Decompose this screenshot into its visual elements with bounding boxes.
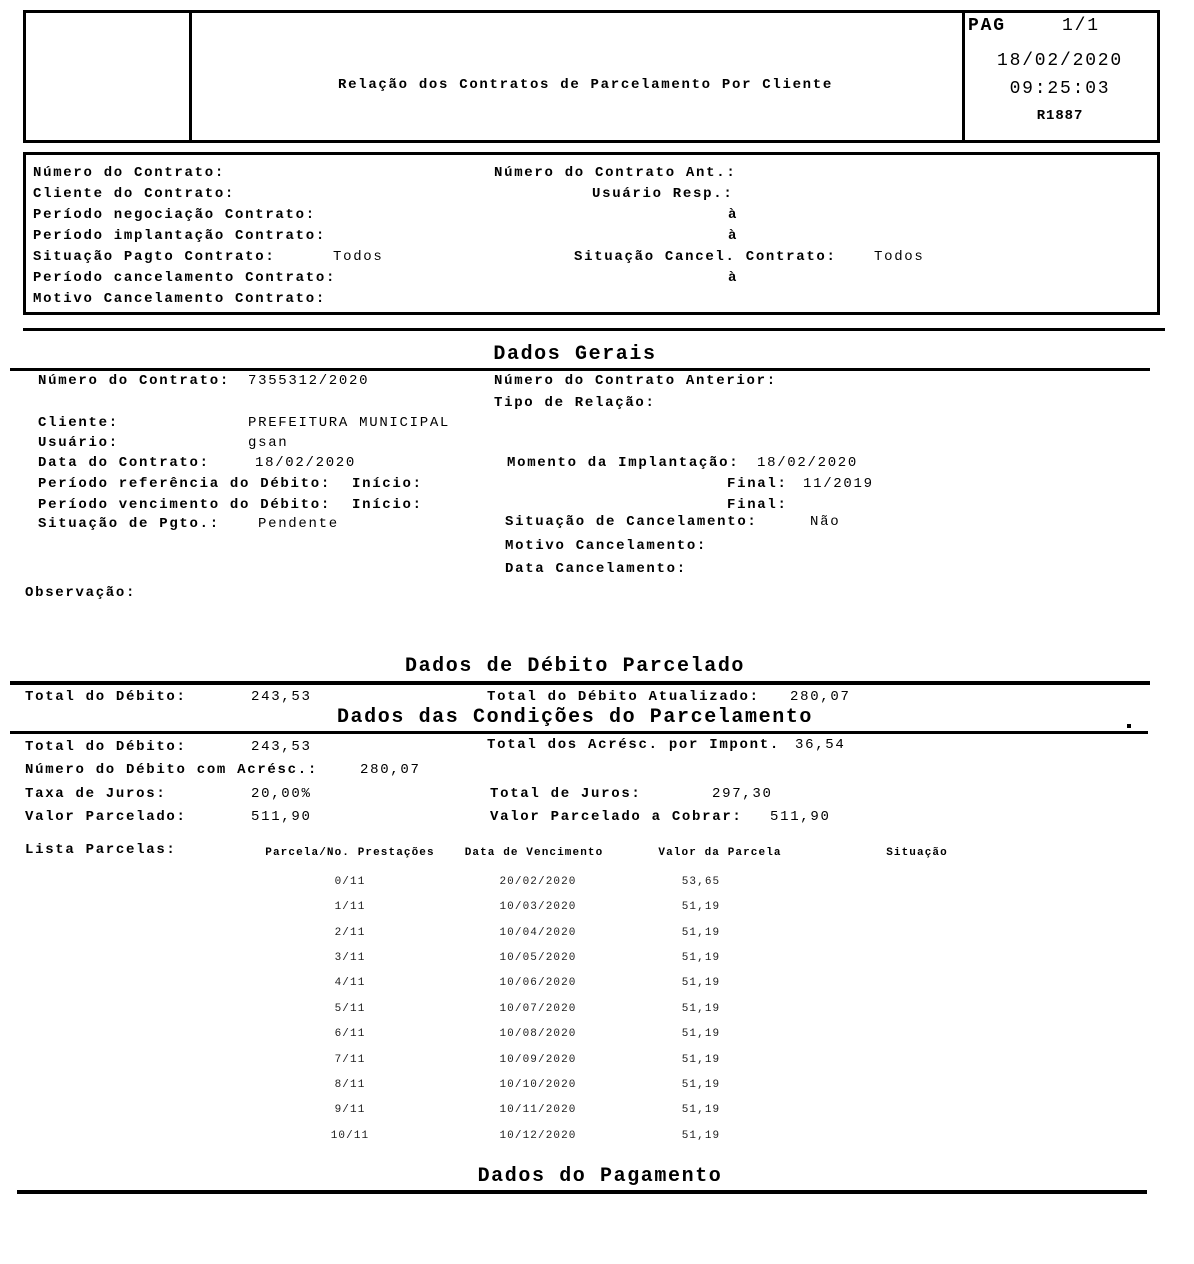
- situacao-pgto-label: Situação de Pgto.:: [38, 516, 220, 532]
- usuario-value: gsan: [248, 435, 289, 451]
- stray-mark: [1127, 724, 1131, 728]
- col-header-valor: Valor da Parcela: [658, 847, 782, 859]
- filter-motivo-cancelamento-label: Motivo Cancelamento Contrato:: [33, 291, 326, 307]
- filter-situacao-cancel-value: Todos: [874, 249, 925, 265]
- data-contrato-label: Data do Contrato:: [38, 455, 210, 471]
- periodo-referencia-label: Período referência do Débito:: [38, 476, 331, 492]
- cliente-value: PREFEITURA MUNICIPAL: [248, 415, 451, 431]
- numero-contrato-label: Número do Contrato:: [38, 373, 230, 389]
- filter-situacao-pagto-value: Todos: [333, 249, 384, 265]
- valor-cell: 53,65: [681, 876, 721, 888]
- report-code: R1887: [1036, 108, 1084, 124]
- vencimento-cell: 20/02/2020: [499, 876, 577, 888]
- col-header-situacao: Situação: [886, 847, 948, 859]
- momento-implantacao-label: Momento da Implantação:: [507, 455, 740, 471]
- filter-cliente-contrato-label: Cliente do Contrato:: [33, 186, 236, 202]
- parcela-cell: 0/11: [334, 876, 366, 888]
- momento-implantacao-value: 18/02/2020: [757, 455, 859, 471]
- valor-cell: 51,19: [681, 1028, 721, 1040]
- report-title: Relação dos Contratos de Parcelamento Por Cliente: [338, 77, 833, 93]
- numero-contrato-anterior-label: Número do Contrato Anterior:: [494, 373, 777, 389]
- vencimento-cell: 10/10/2020: [499, 1079, 577, 1091]
- filter-situacao-pagto-label: Situação Pagto Contrato:: [33, 249, 276, 265]
- valor-parcelado-cobrar-label: Valor Parcelado a Cobrar:: [490, 809, 743, 825]
- condicoes-title: Dados das Condições do Parcelamento: [336, 706, 814, 729]
- header-divider-left: [189, 10, 192, 143]
- vencimento-cell: 10/07/2020: [499, 1003, 577, 1015]
- valor-parcelado-label: Valor Parcelado:: [25, 809, 187, 825]
- filter-periodo-implantacao-label: Período implantação Contrato:: [33, 228, 326, 244]
- page-label: PAG: [968, 16, 1006, 36]
- total-acresc-label: Total dos Acrésc. por Impont.: [487, 737, 780, 753]
- periodo-referencia-final-value: 11/2019: [803, 476, 874, 492]
- filter-periodo-cancelamento-label: Período cancelamento Contrato:: [33, 270, 337, 286]
- parcela-cell: 8/11: [334, 1079, 366, 1091]
- vencimento-cell: 10/03/2020: [499, 901, 577, 913]
- total-debito-atualizado-value: 280,07: [790, 689, 851, 705]
- valor-cell: 51,19: [681, 952, 721, 964]
- cliente-label: Cliente:: [38, 415, 119, 431]
- valor-cell: 51,19: [681, 901, 721, 913]
- col-header-parcela: Parcela/No. Prestações: [265, 847, 435, 859]
- page-number: 1/1: [1062, 16, 1100, 36]
- situacao-pgto-value: Pendente: [258, 516, 339, 532]
- vencimento-cell: 10/11/2020: [499, 1104, 577, 1116]
- total-debito-atualizado-label: Total do Débito Atualizado:: [487, 689, 760, 705]
- parcela-cell: 4/11: [334, 977, 366, 989]
- data-cancelamento-label: Data Cancelamento:: [505, 561, 687, 577]
- periodo-referencia-inicio-label: Início:: [352, 476, 423, 492]
- parcela-cell: 1/11: [334, 901, 366, 913]
- vencimento-cell: 10/12/2020: [499, 1130, 577, 1142]
- valor-cell: 51,19: [681, 1104, 721, 1116]
- vencimento-cell: 10/05/2020: [499, 952, 577, 964]
- motivo-cancelamento-label: Motivo Cancelamento:: [505, 538, 708, 554]
- report-date: 18/02/2020: [996, 51, 1124, 71]
- vencimento-cell: 10/09/2020: [499, 1054, 577, 1066]
- periodo-vencimento-inicio-label: Início:: [352, 497, 423, 513]
- parcela-cell: 2/11: [334, 927, 366, 939]
- parcela-cell: 3/11: [334, 952, 366, 964]
- periodo-vencimento-final-label: Final:: [727, 497, 788, 513]
- filter-periodo-negociacao-sep: à: [728, 207, 739, 223]
- taxa-juros-label: Taxa de Juros:: [25, 786, 167, 802]
- parcela-cell: 10/11: [330, 1130, 370, 1142]
- taxa-juros-value: 20,00%: [251, 786, 312, 802]
- usuario-label: Usuário:: [38, 435, 119, 451]
- periodo-referencia-final-label: Final:: [727, 476, 788, 492]
- valor-parcelado-cobrar-value: 511,90: [770, 809, 831, 825]
- numero-debito-acresc-label: Número do Débito com Acrésc.:: [25, 762, 318, 778]
- vencimento-cell: 10/08/2020: [499, 1028, 577, 1040]
- parcela-cell: 5/11: [334, 1003, 366, 1015]
- total-juros-label: Total de Juros:: [490, 786, 642, 802]
- total-juros-value: 297,30: [712, 786, 773, 802]
- periodo-vencimento-label: Período vencimento do Débito:: [38, 497, 331, 513]
- valor-cell: 51,19: [681, 977, 721, 989]
- filter-situacao-cancel-label: Situação Cancel. Contrato:: [574, 249, 837, 265]
- numero-debito-acresc-value: 280,07: [360, 762, 421, 778]
- parcela-cell: 6/11: [334, 1028, 366, 1040]
- valor-cell: 51,19: [681, 927, 721, 939]
- valor-cell: 51,19: [681, 1079, 721, 1091]
- situacao-cancelamento-value: Não: [810, 514, 841, 530]
- vencimento-cell: 10/06/2020: [499, 977, 577, 989]
- filter-usuario-resp-label: Usuário Resp.:: [592, 186, 734, 202]
- debito-parcelado-title: Dados de Débito Parcelado: [404, 655, 746, 678]
- filter-periodo-negociacao-label: Período negociação Contrato:: [33, 207, 316, 223]
- filter-numero-contrato-ant-label: Número do Contrato Ant.:: [494, 165, 737, 181]
- cond-total-debito-value: 243,53: [251, 739, 312, 755]
- vencimento-cell: 10/04/2020: [499, 927, 577, 939]
- debito-parcelado-rule: [10, 681, 1150, 685]
- filter-numero-contrato-label: Número do Contrato:: [33, 165, 225, 181]
- col-header-vencimento: Data de Vencimento: [464, 847, 604, 859]
- header-divider-right: [962, 10, 965, 143]
- numero-contrato-value: 7355312/2020: [248, 373, 370, 389]
- valor-parcelado-value: 511,90: [251, 809, 312, 825]
- lista-parcelas-label: Lista Parcelas:: [25, 842, 177, 858]
- total-debito-value: 243,53: [251, 689, 312, 705]
- filter-periodo-implantacao-sep: à: [728, 228, 739, 244]
- report-time: 09:25:03: [1009, 79, 1111, 99]
- data-contrato-value: 18/02/2020: [255, 455, 357, 471]
- filter-periodo-cancelamento-sep: à: [728, 270, 739, 286]
- pagamento-title: Dados do Pagamento: [477, 1165, 723, 1188]
- cond-total-debito-label: Total do Débito:: [25, 739, 187, 755]
- dados-gerais-rule: [10, 368, 1150, 371]
- valor-cell: 51,19: [681, 1003, 721, 1015]
- dados-gerais-title: Dados Gerais: [493, 343, 657, 366]
- total-debito-label: Total do Débito:: [25, 689, 187, 705]
- parcela-cell: 9/11: [334, 1104, 366, 1116]
- situacao-cancelamento-label: Situação de Cancelamento:: [505, 514, 758, 530]
- valor-cell: 51,19: [681, 1130, 721, 1142]
- total-acresc-value: 36,54: [795, 737, 846, 753]
- pagamento-rule: [17, 1190, 1147, 1194]
- filter-bottom-rule: [23, 328, 1165, 331]
- valor-cell: 51,19: [681, 1054, 721, 1066]
- tipo-relacao-label: Tipo de Relação:: [494, 395, 656, 411]
- condicoes-rule: [10, 731, 1148, 734]
- observacao-label: Observação:: [25, 585, 137, 601]
- parcela-cell: 7/11: [334, 1054, 366, 1066]
